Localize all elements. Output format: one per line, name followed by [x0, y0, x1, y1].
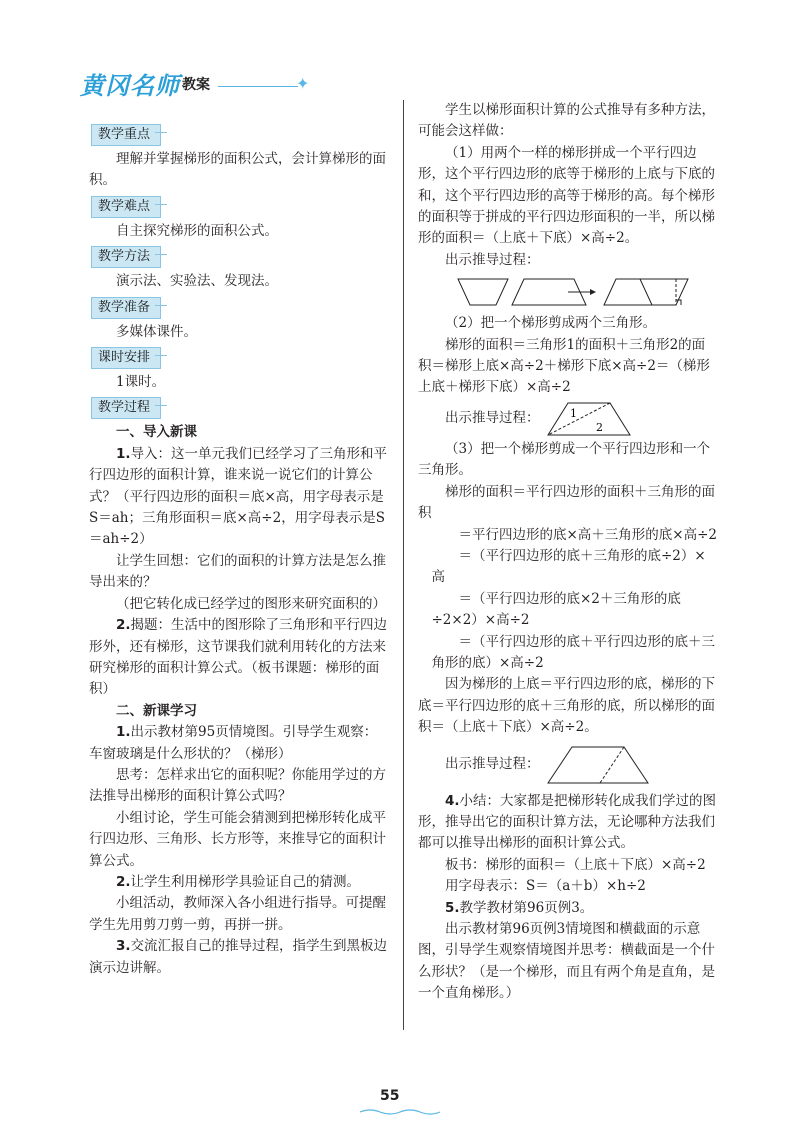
- paragraph: 梯形的面积＝三角形1的面积＋三角形2的面积＝梯形上底×高÷2＋梯形下底×高÷2＝（梯形上底＋梯形下底）×高÷2: [418, 336, 710, 396]
- trapezoid-split-figure: [544, 743, 654, 787]
- trapezoid-figure-1: [418, 271, 718, 313]
- figure-two-trapezoids: [418, 271, 718, 313]
- paragraph: 因为梯形的上底＝平行四边形的底，梯形的下底＝平行四边形的底＋三角形的底，所以梯形的面积＝（上底＋下底）×高÷2。: [418, 676, 715, 736]
- paragraph: （3）把一个梯形剪成一个平行四边形和一个三角形。: [418, 440, 711, 479]
- triangle-label-2: 2: [595, 420, 603, 434]
- paragraph: 学生以梯形面积计算的公式推导有多种方法，可能会这样做：: [418, 102, 715, 140]
- left-column: [89, 120, 389, 979]
- paragraph: 1.出示教材第95页情境图。引导学生观察：车窗玻璃是什么形状的？（梯形）: [89, 724, 378, 762]
- page-number: 55: [380, 1088, 400, 1104]
- paragraph: （2）把一个梯形剪成两个三角形。: [445, 315, 657, 332]
- section-tag-difficulty: 教学难点: [91, 196, 161, 218]
- paragraph: 1.导入：这一单元我们已经学习了三角形和平行四边形的面积计算，谁来说一说它们的计算公式？（平行四边形的面积＝底×高，用字母表示是S＝ah；三角形面积＝底×高÷2，用字母表示是S＝ah÷2）: [89, 445, 388, 548]
- show-label: 出示推导过程：: [445, 410, 540, 427]
- paragraph: ＝（平行四边形的底×2＋三角形的底÷2×2）×高÷2: [431, 590, 681, 629]
- section-tag-prep: 教学准备: [91, 297, 161, 319]
- paragraph: 板书：梯形的面积＝（上底＋下底）×高÷2: [445, 856, 706, 873]
- paragraph: 思考：怎样求出它的面积呢？你能用学过的方法推导出梯形的面积计算公式吗？: [89, 766, 386, 805]
- paragraph: 4.小结：大家都是把梯形转化成我们学过的图形，推导出它的面积计算方法，无论哪种方法我们都可以推导出梯形的面积计算公式。: [418, 792, 717, 852]
- star-icon: ✦: [296, 74, 310, 93]
- paragraph: 小组讨论，学生可能会猜测到把梯形转化成平行四边形、三角形、长方形等，来推导它的面积计算公式。: [89, 809, 386, 869]
- page-wave-ornament: [360, 1108, 440, 1116]
- brand-subtitle: 教案: [182, 77, 210, 93]
- paragraph: 小组活动，教师深入各小组进行指导。可提醒学生先用剪刀剪一剪，再拼一拼。: [89, 895, 386, 933]
- show-label: 出示推导过程：: [445, 755, 540, 772]
- paragraph: （把它转化成已经学过的图形来研究面积的）: [116, 595, 386, 612]
- hours-text: 1课时。: [116, 374, 166, 391]
- section-tag-process: 教学过程: [91, 397, 161, 419]
- triangle-label-1: 1: [569, 406, 577, 420]
- paragraph: 用字母表示：S＝（a＋b）×h÷2: [445, 878, 646, 895]
- paragraph: 让学生回想：它们的面积的计算方法是怎么推导出来的？: [89, 552, 386, 591]
- paragraph: 出示教材第96页例3情境图和横截面的示意图，引导学生观察情境图并思考：横截面是一个什么形状？（是一个梯形，而且有两个角是直角，是一个直角梯形。）: [418, 921, 715, 1002]
- paragraph: 梯形的面积＝平行四边形的面积＋三角形的面积: [418, 483, 715, 522]
- arrow-head: [590, 289, 596, 295]
- paragraph: ＝（平行四边形的底＋三角形的底÷2）×高: [431, 547, 706, 586]
- split-line: [640, 279, 652, 305]
- figure-parallelogram-row: [418, 743, 718, 787]
- paragraph: ＝平行四边形的底×高＋三角形的底×高÷2: [458, 526, 718, 543]
- section-tag-method: 教学方法: [91, 246, 161, 268]
- paragraph: 5.教学教材第96页例3。: [445, 899, 594, 916]
- header-rule: [218, 86, 298, 87]
- key-text: 理解并掌握梯形的面积公式，会计算梯形的面积。: [89, 151, 386, 189]
- prep-text: 多媒体课件。: [116, 323, 197, 340]
- difficulty-text: 自主探究梯形的面积公式。: [116, 222, 278, 239]
- section-tag-hours: 课时安排: [91, 347, 161, 369]
- paragraph: 出示推导过程：: [445, 251, 540, 268]
- split-line: [600, 747, 624, 783]
- paragraph: ＝（平行四边形的底＋平行四边形的底＋三角形的底）×高÷2: [431, 633, 715, 671]
- method-text: 演示法、实验法、发现法。: [116, 273, 278, 290]
- column-divider: [403, 100, 404, 1030]
- trapezoid-shape: [548, 403, 630, 435]
- section-heading-new: 二、新课学习: [116, 702, 197, 719]
- figure-triangles-row: [418, 399, 718, 439]
- right-column: [418, 100, 718, 1005]
- section-heading-intro: 一、导入新课: [116, 424, 197, 441]
- trapezoid-shape: [548, 747, 648, 783]
- paragraph: 2.揭题：生活中的图形除了三角形和平行四边形外，还有梯形，这节课我们就利用转化的方法来研究梯形的面积计算公式。（板书课题：梯形的面积）: [89, 617, 388, 698]
- paragraph: 2.让学生利用梯形学具验证自己的猜测。: [116, 873, 361, 890]
- paragraph: （1）用两个一样的梯形拼成一个平行四边形，这个平行四边形的底等于梯形的上底与下底的和，这个平行四边形的高等于梯形的高。每个梯形的面积等于拼成的平行四边形面积的一半，所以梯形的面积＝（上底＋下底）×高÷2。: [418, 144, 715, 247]
- trapezoid-shape: [458, 279, 508, 305]
- paragraph: 3.交流汇报自己的推导过程，指学生到黑板边演示边讲解。: [89, 938, 388, 976]
- section-tag-key: 教学重点: [91, 124, 161, 146]
- trapezoid-triangles-figure: [544, 399, 634, 439]
- brand-title: 黄冈名师: [80, 72, 180, 100]
